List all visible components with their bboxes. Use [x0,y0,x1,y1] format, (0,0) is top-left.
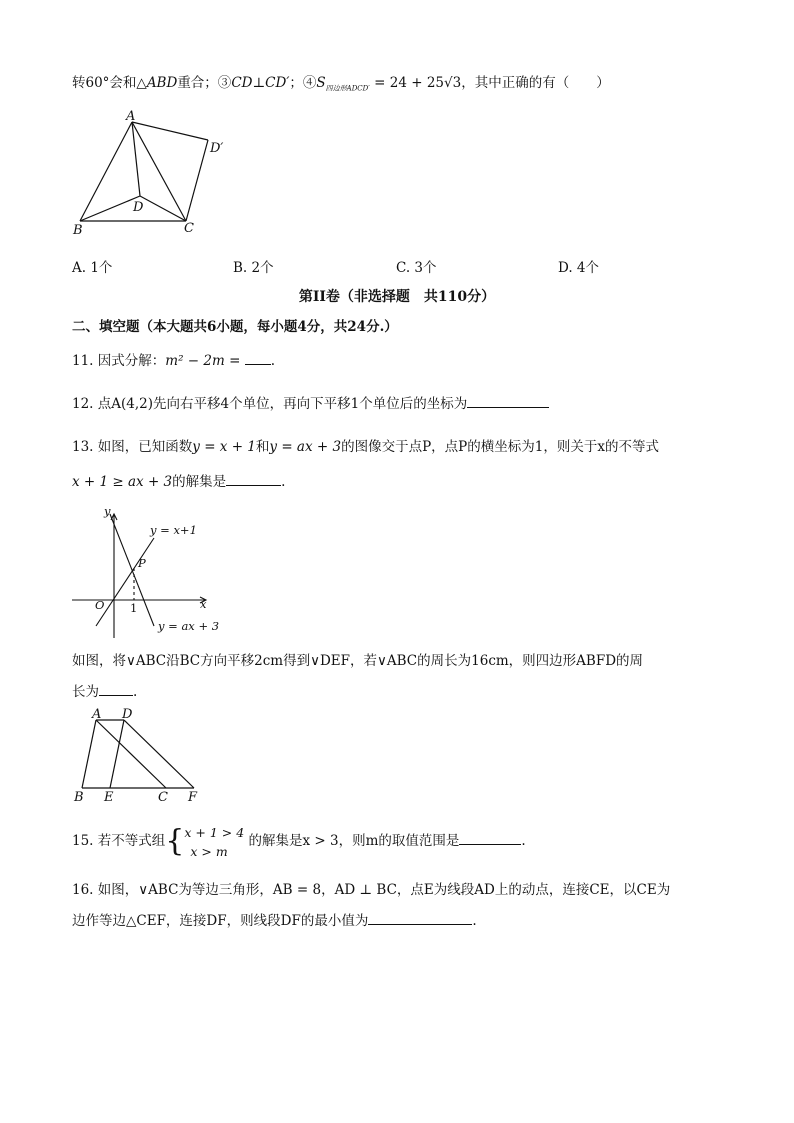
q11-line [72,352,275,370]
q10-label-d: D [133,200,144,215]
q15-row-1: x + 1 > 4 [184,824,245,840]
q10-choice-b[interactable]: B. 2个 [233,260,274,276]
q14-label-e: E [104,790,114,805]
q14-label-a: A [92,708,102,722]
part2-title: 第II卷（非选择题 共110分） [298,289,496,305]
q16-line-1 [72,881,670,899]
q10-label-c: C [184,221,194,236]
q10-text-c: ；④ [289,75,317,91]
q10-choice-c[interactable]: C. 3个 [396,260,437,276]
q10-s: S [316,75,326,91]
q14-label-c: C [158,790,168,805]
q13-func-1: y = x + 1 [192,439,256,455]
q13-text-a: 如图，已知函数 [97,439,193,455]
q11-prefix: 因式分解： [97,353,166,369]
q12-number: 12. [72,396,94,412]
q10-text-a: 转60°会和△ [72,75,147,91]
q14-figure [66,708,216,808]
q10-eq: = 24 + 25√3 [374,75,462,91]
q16-answer-blank[interactable] [368,912,472,925]
q15-line [72,819,526,863]
q10-text-b: 重合；③ [177,75,232,91]
q13-text-b: 和 [255,439,270,455]
q13-tick-1: 1 [130,601,138,615]
q10-figure [66,108,236,238]
q11-period: . [270,353,275,369]
section2-title: 二、填空题（本大题共6小题，每小题4分，共24分.） [72,319,398,335]
q15-number: 15. [72,833,94,849]
q14-label-f: F [188,790,198,805]
q13-line-2 [72,473,285,491]
q15-row-2: x > m [190,843,228,859]
q10-text-d: ，其中正确的有（ ） [461,75,610,91]
q13-number: 13. [72,439,94,455]
q13-func-2: y = ax + 3 [269,439,342,455]
q13-text-d: 的解集是 [172,474,227,490]
q13-label-p: P [138,556,146,570]
q10-perp: ⊥ [252,75,266,91]
q11-answer-blank[interactable] [245,352,271,365]
q14-answer-blank[interactable] [99,683,133,696]
q10-label-b: B [73,223,83,238]
q14-line-2 [72,683,137,701]
q16-line-2 [72,912,477,930]
q16-period: . [472,913,477,929]
q10-label-dprime: D′ [210,141,224,156]
q14-label-d: D [122,708,133,722]
q15-period: . [521,833,526,849]
q14-line-1: 如图，将∨ABC沿BC方向平移2cm得到∨DEF，若∨ABC的周长为16cm，则四边形ABFD的周 [72,653,644,669]
q14-period: . [133,684,138,700]
q13-label-f1: y = x+1 [150,523,197,537]
q13-label-f2: y = ax + 3 [158,619,220,633]
q15-system [184,823,244,861]
q10-cd2: CD′ [265,75,290,91]
q13-inequality: x + 1 ≥ ax + 3 [72,474,173,490]
q16-text-2: 边作等边△CEF，连接DF，则线段DF的最小值为 [72,913,369,929]
q10-abd: ABD [146,75,178,91]
q16-text-1: 如图，∨ABC为等边三角形，AB = 8，AD ⊥ BC，点E为线段AD上的动点，连接CE，以CE为 [97,882,671,898]
q14-text: 长为 [72,684,99,700]
q14-label-b: B [74,790,84,805]
q10-choice-a[interactable]: A. 1个 [72,260,113,276]
q13-answer-blank[interactable] [226,473,281,486]
q15-answer-blank[interactable] [459,832,521,845]
q13-text-c: 的图像交于点P，点P的横坐标为1，则关于x的不等式 [341,439,659,455]
q10-choice-d[interactable]: D. 4个 [558,260,600,276]
q11-expression: m² − 2m = [165,353,241,369]
q10-cd: CD [231,75,253,91]
q13-origin: O [95,598,105,612]
q12-text: 点A(4,2)先向右平移4个单位，再向下平移1个单位后的坐标为 [97,396,468,412]
q13-line-1 [72,438,659,456]
q10-s-sub: 四边形ADCD′ [325,84,370,93]
q10-statement-line [72,74,610,98]
q15-prefix: 若不等式组 [97,833,166,849]
q13-figure [66,500,236,640]
q11-number: 11. [72,353,94,369]
q15-text: 的解集是x > 3，则m的取值范围是 [248,833,460,849]
q10-label-a: A [126,109,136,124]
q16-number: 16. [72,882,94,898]
q13-period: . [281,474,286,490]
q12-line [72,395,549,413]
q13-axis-y: y [104,504,111,518]
q13-axis-x: x [200,597,207,611]
q15-brace: { [165,823,185,859]
q12-answer-blank[interactable] [467,395,549,408]
